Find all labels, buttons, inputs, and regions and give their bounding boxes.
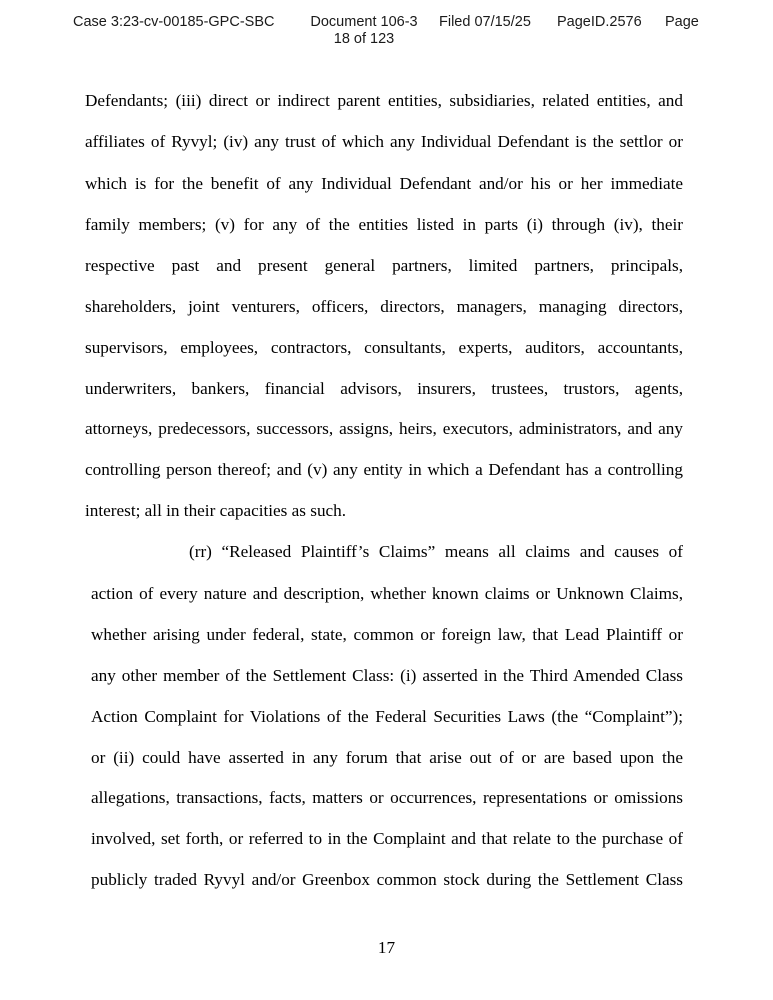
text-line: any other member of the Settlement Class: (i) asserted in the Third Amended Class xyxy=(91,666,683,685)
header-document xyxy=(306,14,422,48)
text-line: shareholders, joint venturers, officers, directors, managers, managing directors, xyxy=(85,297,683,316)
text-line: or (ii) could have asserted in any forum that arise out of or are based upon the xyxy=(91,748,683,767)
text-line: involved, set forth, or referred to in the Complaint and that relate to the purchase of xyxy=(91,829,683,848)
text-line: respective past and present general partners, limited partners, principals, xyxy=(85,256,683,275)
header-page-label: Page xyxy=(665,14,699,30)
text-line: controlling person thereof; and (v) any entity in which a Defendant has a controlling xyxy=(85,460,683,479)
text-line: attorneys, predecessors, successors, assigns, heirs, executors, administrators, and any xyxy=(85,419,683,438)
page-number: 17 xyxy=(377,938,396,957)
header-filed-date: Filed 07/15/25 xyxy=(439,14,531,30)
text-line: Defendants; (iii) direct or indirect parent entities, subsidiaries, related entities, and xyxy=(85,91,683,110)
text-line: Action Complaint for Violations of the Federal Securities Laws (the “Complaint”); xyxy=(91,707,683,726)
text-line: (rr) “Released Plaintiff’s Claims” means all claims and causes of xyxy=(189,542,683,561)
header-document-pages: 18 of 123 xyxy=(333,31,395,47)
text-line: family members; (v) for any of the entities listed in parts (i) through (iv), their xyxy=(85,215,683,234)
text-line: whether arising under federal, state, common or foreign law, that Lead Plaintiff or xyxy=(91,625,683,644)
text-line: allegations, transactions, facts, matters or occurrences, representations or omissions xyxy=(91,788,683,807)
text-line: interest; all in their capacities as such. xyxy=(85,501,347,520)
header-document-number: Document 106-3 xyxy=(310,14,418,30)
header-page-id: PageID.2576 xyxy=(557,14,642,30)
header-case-number: Case 3:23-cv-00185-GPC-SBC xyxy=(73,14,275,30)
text-line: which is for the benefit of any Individual Defendant and/or his or her immediate xyxy=(85,174,683,193)
text-line: publicly traded Ryvyl and/or Greenbox common stock during the Settlement Class xyxy=(91,870,683,889)
text-line: supervisors, employees, contractors, consultants, experts, auditors, accountants, xyxy=(85,338,683,357)
text-line: underwriters, bankers, financial advisors, insurers, trustees, trustors, agents, xyxy=(85,379,683,398)
text-line: affiliates of Ryvyl; (iv) any trust of which any Individual Defendant is the settlor or xyxy=(85,132,683,151)
text-line: action of every nature and description, whether known claims or Unknown Claims, xyxy=(91,584,683,603)
